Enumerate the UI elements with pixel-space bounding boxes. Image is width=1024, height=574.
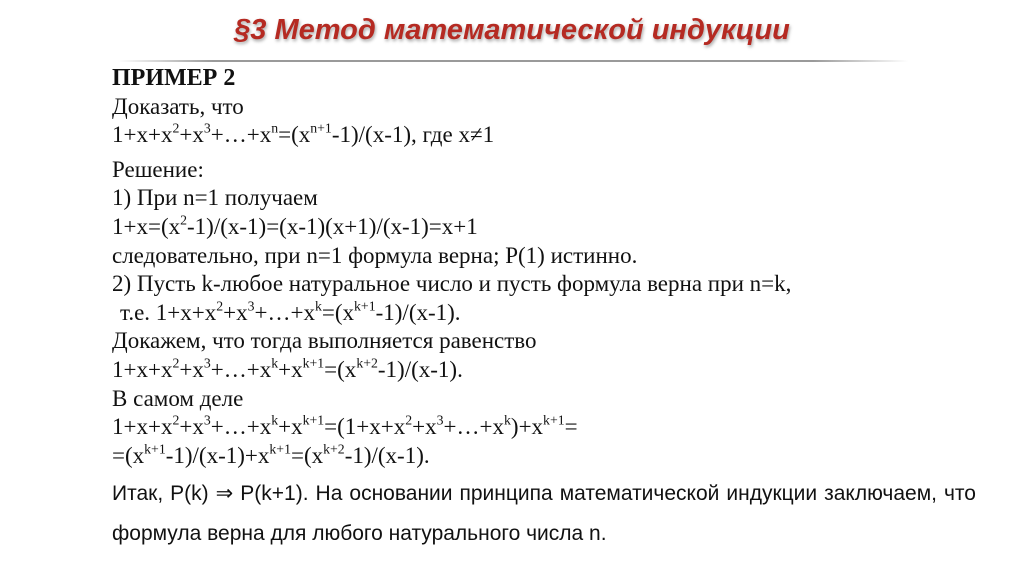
title-divider [118,60,908,62]
slide-content [112,64,978,554]
step-1: 1) При n=1 получаем [112,185,318,211]
step-2: 2) Пусть k-любое натуральное число и пусть формула верна при n=k, [112,271,792,297]
prove-label: Доказать, что [112,93,244,119]
equation-target: $1+x+x^2+x^3+\dots+x^k+x^{k+1}=(x^{k+2}-1)/(x-1)$. [112,355,463,382]
indeed-label: В самом деле [112,385,244,411]
slide-title: §3 Метод математической индукции [234,14,790,46]
prove-statement: Докажем, что тогда выполняется равенство [112,328,537,354]
final-conclusion: Итак, P(k) ⇒ P(k+1). На основании принципа математической индукции заключаем, что формула верна для любого натурального числа n. [112,482,976,546]
solution-label: Решение: [112,156,204,182]
equation-base-case: $1+x=(x^2-1)/(x-1)=(x-1)(x+1)/(x-1)=x+1$ [112,212,478,239]
implies-arrow: ⇒ [215,482,234,506]
example-heading: ПРИМЕР 2 [112,65,236,91]
equation-derivation-1: $1+x+x^2+x^3+\dots+x^k+x^{k+1}=(1+x+x^2+x^3+\dots+x^k)+x^{k+1}=$ [112,412,578,440]
conclusion-base-case: следовательно, при n=1 формула верна; P(1) истинно. [112,242,638,268]
equation-hypothesis: т.е. $1+x+x^2+x^3+\dots+x^k=(x^{k+1}-1)/(x-1)$. [120,298,461,325]
equation-derivation-2: $=(x^{k+1}-1)/(x-1)+x^{k+1}=(x^{k+2}-1)/(x-1)$. [112,441,430,468]
not-equal-sign: ≠ [469,122,483,148]
statement-formula: $1+x+x^2+x^3+\dots+x^n=(x^{n+1}-1)/(x-1)$, где x≠1 [112,121,978,150]
